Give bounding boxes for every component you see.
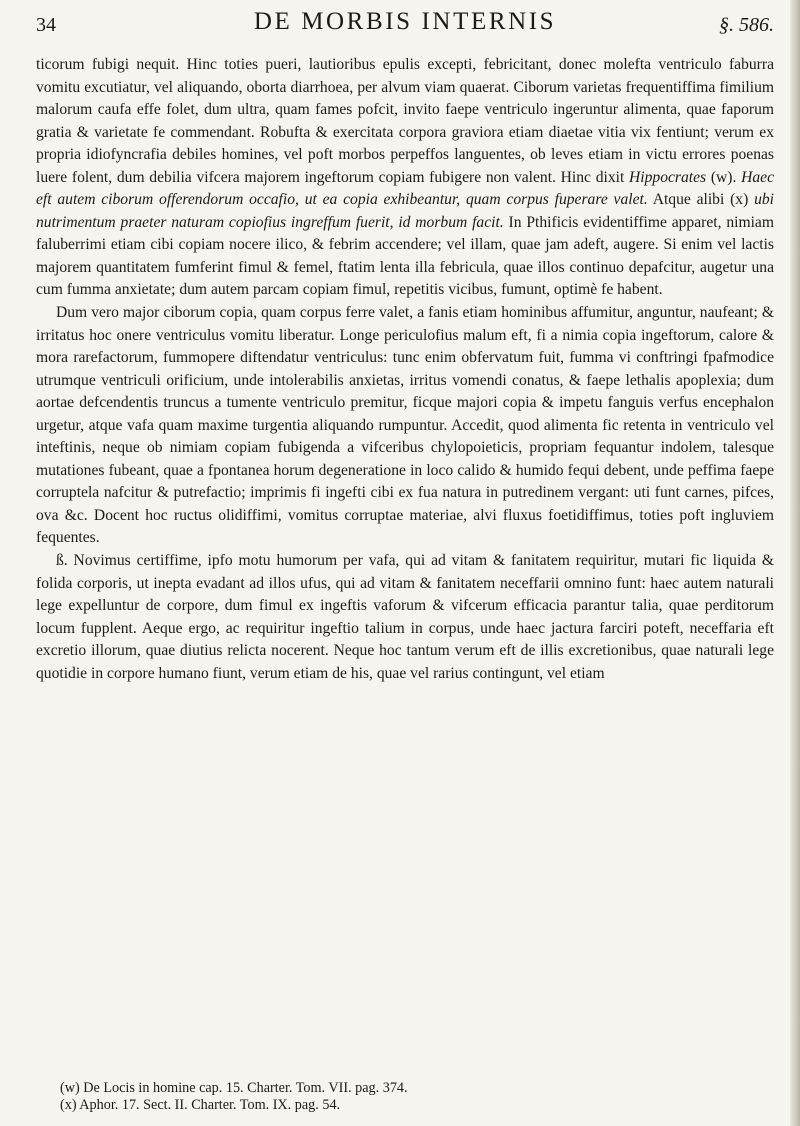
p1-text-b: Atque alibi (x) [652,191,749,209]
quotation-2: ubi nutrimentum praeter naturam copiofius ingreffum fuerit, id morbum facit. [36,191,774,231]
p1-text-a: ticorum fubigi nequit. Hinc toties pueri, lautioribus epulis excepti, febricitant, donec molefta ventriculo faburra vomitu excutiatur, vel aliquando, oborta diarrhoea, per alvum viam quaerat. Ciborum varietas frequentiffima fimilium malorum caufa effe folet, dum ultra, quam fames pofcit, invito faepe ventriculo ingeruntur alimenta, quae faporum gratia & varietate fe commendant. Robufta & exercitata corpora graviora etiam diaetae vitia vix fentiunt; verum ex propria idiofyncrafia debiles homines, vel poft morbos perpeffos languentes, ob leves etiam in victu errores poenas luere folent, dum debilia vifcera majorem ingeftorum copiam fubigere non valent. Hinc dixit [36,56,774,186]
p1-text-c: In Pthificis evidentiffime apparet, nimiam faluberrimi etiam cibi copiam nocere ilico, & febrim accendere; vel illam, quae jam adeft, augere. Si enim vel lactis majorem quantitatem fumferint fimul & femel, ftatim lenta illa febricula, quae illos continuo depafcitur, augetur una cum fumma anxietate; dum autem parcam copiam fimul, repetitis vicibus, fumunt, optimè fe habent. [36,213,774,299]
paragraph-2: Dum vero major ciborum copia, quam corpus ferre valet, a fanis etiam hominibus affumitur, anguntur, naufeant; & irritatus hoc onere ventriculus vomitu liberatur. Longe periculofius malum eft, fi a nimia copia ingeftorum, calore & mora rarefactorum, fummopere diftendatur ventriculus: tunc enim obfervatum fuit, fumma vi conftringi fpafmodice utrumque ventriculi orificium, unde intolerabilis anxietas, irritus vomendi conatus, & faepe lethalis apoplexia; dum aortae defcendentis truncus a tumente ventriculo premitur, ficque majori copia & impetu fanguis verfus encephalon urgetur, atque vafa quam maxime turgentia aliquando rumpuntur. Accedit, quod alimenta fic retenta in ventriculo vel inteftinis, neque ob nimiam copiam fubigenda a vifceribus chylopoieticis, propriam fequantur indolem, talesque mutationes fubeant, quae a fpontanea horum degeneratione in loco calido & humido fequi debent, unde peffima faepe corruptela nafcitur & putrefactio; imprimis fi ingefti cibi ex fua natura in putredinem vergant: uti funt carnes, pifces, ova &c. Docent hoc ructus olidiffimi, vomitus corruptae materiae, alvi fluxus foetidiffimus, toties poft ingluviem fequentes. [36,304,774,547]
footnotes [60,1080,760,1113]
paragraph-1 [36,54,774,302]
paragraph-3: ß. Novimus certiffime, ipfo motu humorum per vafa, qui ad vitam & fanitatem requiritur, mutari fic liquida & folida corporis, ut inepta evadant ad illos ufus, qui ad vitam & fanitatem neceffarii omnino funt: haec autem naturali lege expelluntur de corpore, dum fimul ex ingeftis vaforum & vifcerum efficacia parantur talia, quae perditorum locum fupplent. Aeque ergo, ac requiritur ingeftio talium in corpus, unde haec jactura farciri poteft, neceffaria eft excretio illorum, quae diutius relicta nocerent. Neque hoc tantum verum eft de illis excretionibus, quae naturali lege quotidie in corpore humano fiunt, verum etiam de his, quae vel rarius contingunt, vel etiam [36,552,774,682]
page-number: 34 [36,14,56,36]
quotation-1: Haec eft autem ciborum offerendorum occafio, ut ea copia exhibeantur, quam corpus fuperare valet. [36,168,774,209]
section-number: §. 586. [719,14,774,36]
footnote-ref-w: (w). [710,168,737,186]
running-title: DE MORBIS INTERNIS [253,8,557,35]
main-text [36,54,774,685]
author-name: Hippocrates [629,168,707,186]
page-edge [790,0,800,1126]
footnote-x: (x) Aphor. 17. Sect. II. Charter. Tom. IX. pag. 54. [60,1096,341,1113]
footnote-w: (w) De Locis in homine cap. 15. Charter. Tom. VII. pag. 374. [60,1080,408,1096]
running-header [36,4,774,44]
